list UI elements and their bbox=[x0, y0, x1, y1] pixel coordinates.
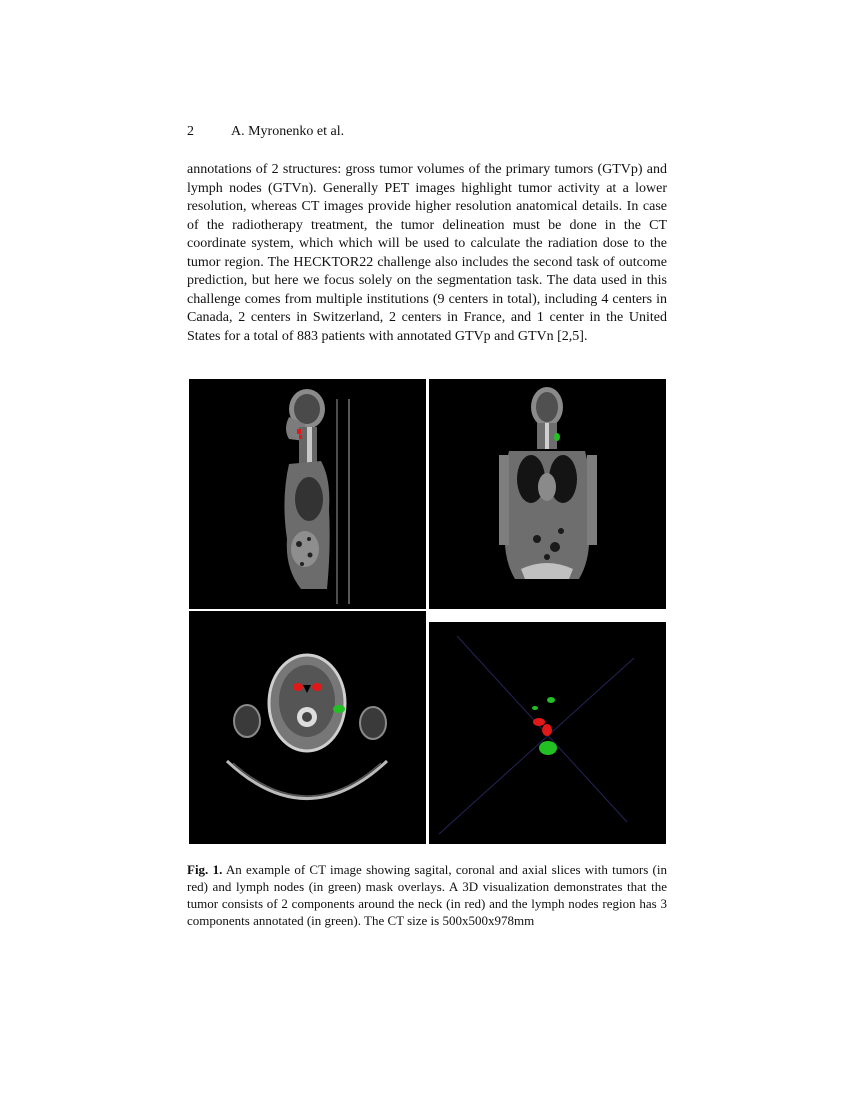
tumor-mark bbox=[293, 683, 303, 691]
tumor-mark bbox=[297, 429, 301, 434]
body-paragraph: annotations of 2 structures: gross tumor volumes of the primary tumors (GTVp) and lymph nodes (GTVn). Generally PET images highlight tumor activity at a lower resolution, whereas CT images provide higher resolution anatomical details. In case of the radiotherapy treatment, the tumor delineation must be done in the CT coordinate system, which which will be used to calculate the radiation dose to the tumor region. The HECKTOR22 challenge also includes the second task of outcome prediction, but here we focus solely on the segmentation task. The data used in this challenge comes from multiple institutions (9 centers in total), including 4 centers in Canada, 2 centers in Switzerland, 2 centers in France, and 1 center in the United States for a total of 883 patients with annotated GTVp and GTVn [2,5]. bbox=[187, 162, 667, 344]
lymph-node-mark bbox=[539, 741, 557, 755]
page-header bbox=[187, 124, 344, 140]
coronal-slice-image bbox=[429, 379, 666, 609]
tumor-mark bbox=[542, 724, 552, 736]
page-number: 2 bbox=[187, 124, 194, 139]
lymph-node-mark bbox=[333, 705, 345, 713]
3d-visualization-image bbox=[429, 622, 666, 844]
running-title: A. Myronenko et al. bbox=[231, 124, 345, 139]
lymph-node-mark bbox=[547, 697, 555, 703]
tumor-mark bbox=[299, 435, 302, 439]
figure-1 bbox=[189, 379, 666, 844]
tumor-mark bbox=[312, 683, 322, 691]
caption-text: An example of CT image showing sagital, coronal and axial slices with tumors (in red) and lymph nodes (in green) mask overlays. A 3D visualization demonstrates that the tumor consists of 2 components around the neck (in red) and the lymph nodes region has 3 components annotated (in green). The CT size is 500x500x978mm bbox=[187, 862, 667, 928]
sagittal-slice-image bbox=[189, 379, 426, 609]
figure-caption bbox=[187, 861, 667, 929]
tumor-mark bbox=[533, 718, 545, 726]
lymph-node-mark bbox=[532, 706, 538, 710]
caption-label: Fig. 1. bbox=[187, 862, 223, 877]
lymph-node-mark bbox=[554, 433, 560, 441]
axial-slice-image bbox=[189, 611, 426, 844]
